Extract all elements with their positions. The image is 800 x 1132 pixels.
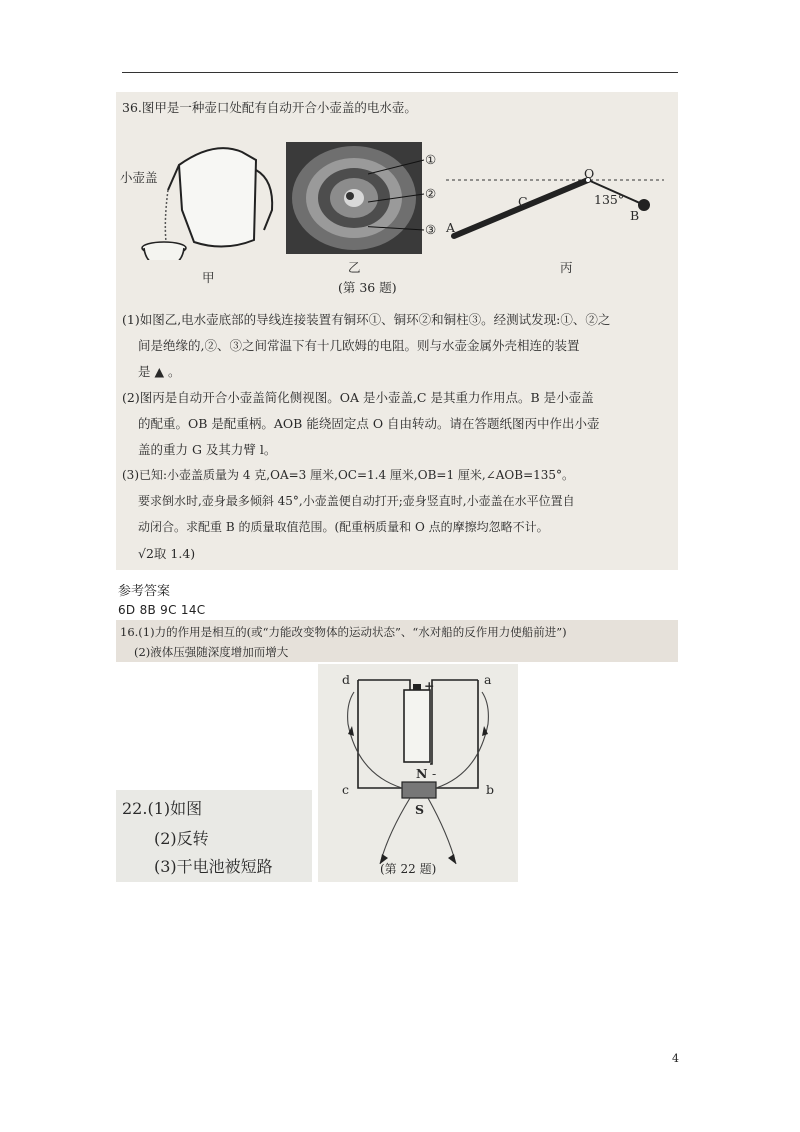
yi-mark-1: ①: [425, 152, 437, 167]
bing-label-C: C: [518, 194, 528, 209]
fig22-label-S: S: [415, 802, 425, 817]
bing-label-O: O: [584, 166, 595, 181]
header-rule: [122, 72, 678, 73]
q36-p3-line1: (3)已知:小壶盖质量为 4 克,OA=3 厘米,OC=1.4 厘米,OB=1 厘米,∠AOB=135°。: [122, 468, 575, 482]
bing-label-B: B: [630, 208, 640, 223]
a22-line1: 22.(1)如图: [122, 799, 203, 818]
q36-p1-line3: 是 ▲ 。: [138, 364, 181, 379]
fig22-label-b: b: [486, 782, 495, 797]
figure-jia-label: 甲: [202, 270, 215, 285]
answers-choice-codes: 6D 8B 9C 14C: [118, 603, 206, 617]
figure-22-scan: [318, 664, 518, 882]
figure-bing-label: 丙: [560, 260, 573, 275]
q36-p1-line2: 间是绝缘的,②、③之间常温下有十几欧姆的电阻。则与水壶金属外壳相连的装置: [138, 338, 580, 353]
q36-p1-line1: (1)如图乙,电水壶底部的导线连接装置有铜环①、铜环②和铜柱③。经测试发现:①、②之: [122, 312, 611, 327]
q36-p3-line4: √2取 1.4): [138, 546, 196, 561]
fig22-label-a: a: [484, 672, 492, 687]
a16-line1: 16.(1)力的作用是相互的(或“力能改变物体的运动状态”、“水对船的反作用力使船前进”): [120, 625, 567, 639]
answer-16-scan: [116, 620, 678, 662]
yi-mark-2: ②: [425, 186, 437, 201]
figure-jia-kettle: [124, 130, 284, 260]
bing-label-angle: 135°: [594, 192, 625, 207]
question-36-scan: [116, 92, 678, 570]
bing-label-A: A: [446, 220, 456, 235]
answer-22-text-scan: [116, 790, 312, 882]
figure-caption: (第 36 题): [338, 280, 397, 295]
fig22-label-N: N: [416, 766, 428, 781]
a22-line3: (3)干电池被短路: [154, 857, 273, 876]
a22-line2: (2)反转: [154, 829, 209, 848]
answers-heading: 参考答案: [118, 584, 171, 599]
q36-p2-line3: 盖的重力 G 及其力臂 l。: [138, 442, 277, 457]
page-number: 4: [672, 1052, 679, 1065]
fig22-label-plus: +: [424, 678, 435, 693]
q36-p3-line3: 动闭合。求配重 B 的质量取值范围。(配重柄质量和 O 点的摩擦均忽略不计。: [138, 520, 549, 534]
yi-leader-lines: [368, 154, 428, 254]
figure-yi-label: 乙: [348, 260, 361, 275]
fig22-label-minus: -: [432, 766, 437, 781]
q36-intro: 36.图甲是一种壶口处配有自动开合小壶盖的电水壶。: [122, 100, 417, 115]
a16-line2: (2)液体压强随深度增加而增大: [134, 645, 289, 659]
fig22-label-c: c: [342, 782, 350, 797]
figure-bing-lever: [446, 164, 676, 254]
kettle-lid-label: 小壶盖: [120, 170, 158, 185]
fig22-caption: (第 22 题): [380, 862, 437, 876]
yi-mark-3: ③: [425, 222, 437, 237]
q36-p2-line1: (2)图丙是自动开合小壶盖简化侧视图。OA 是小壶盖,C 是其重力作用点。B 是小壶盖: [122, 390, 594, 405]
fig22-label-d: d: [342, 672, 351, 687]
q36-p2-line2: 的配重。OB 是配重柄。AOB 能绕固定点 O 自由转动。请在答题纸图丙中作出小壶: [138, 416, 600, 431]
q36-p3-line2: 要求倒水时,壶身最多倾斜 45°,小壶盖便自动打开;壶身竖直时,小壶盖在水平位置自: [138, 494, 575, 508]
